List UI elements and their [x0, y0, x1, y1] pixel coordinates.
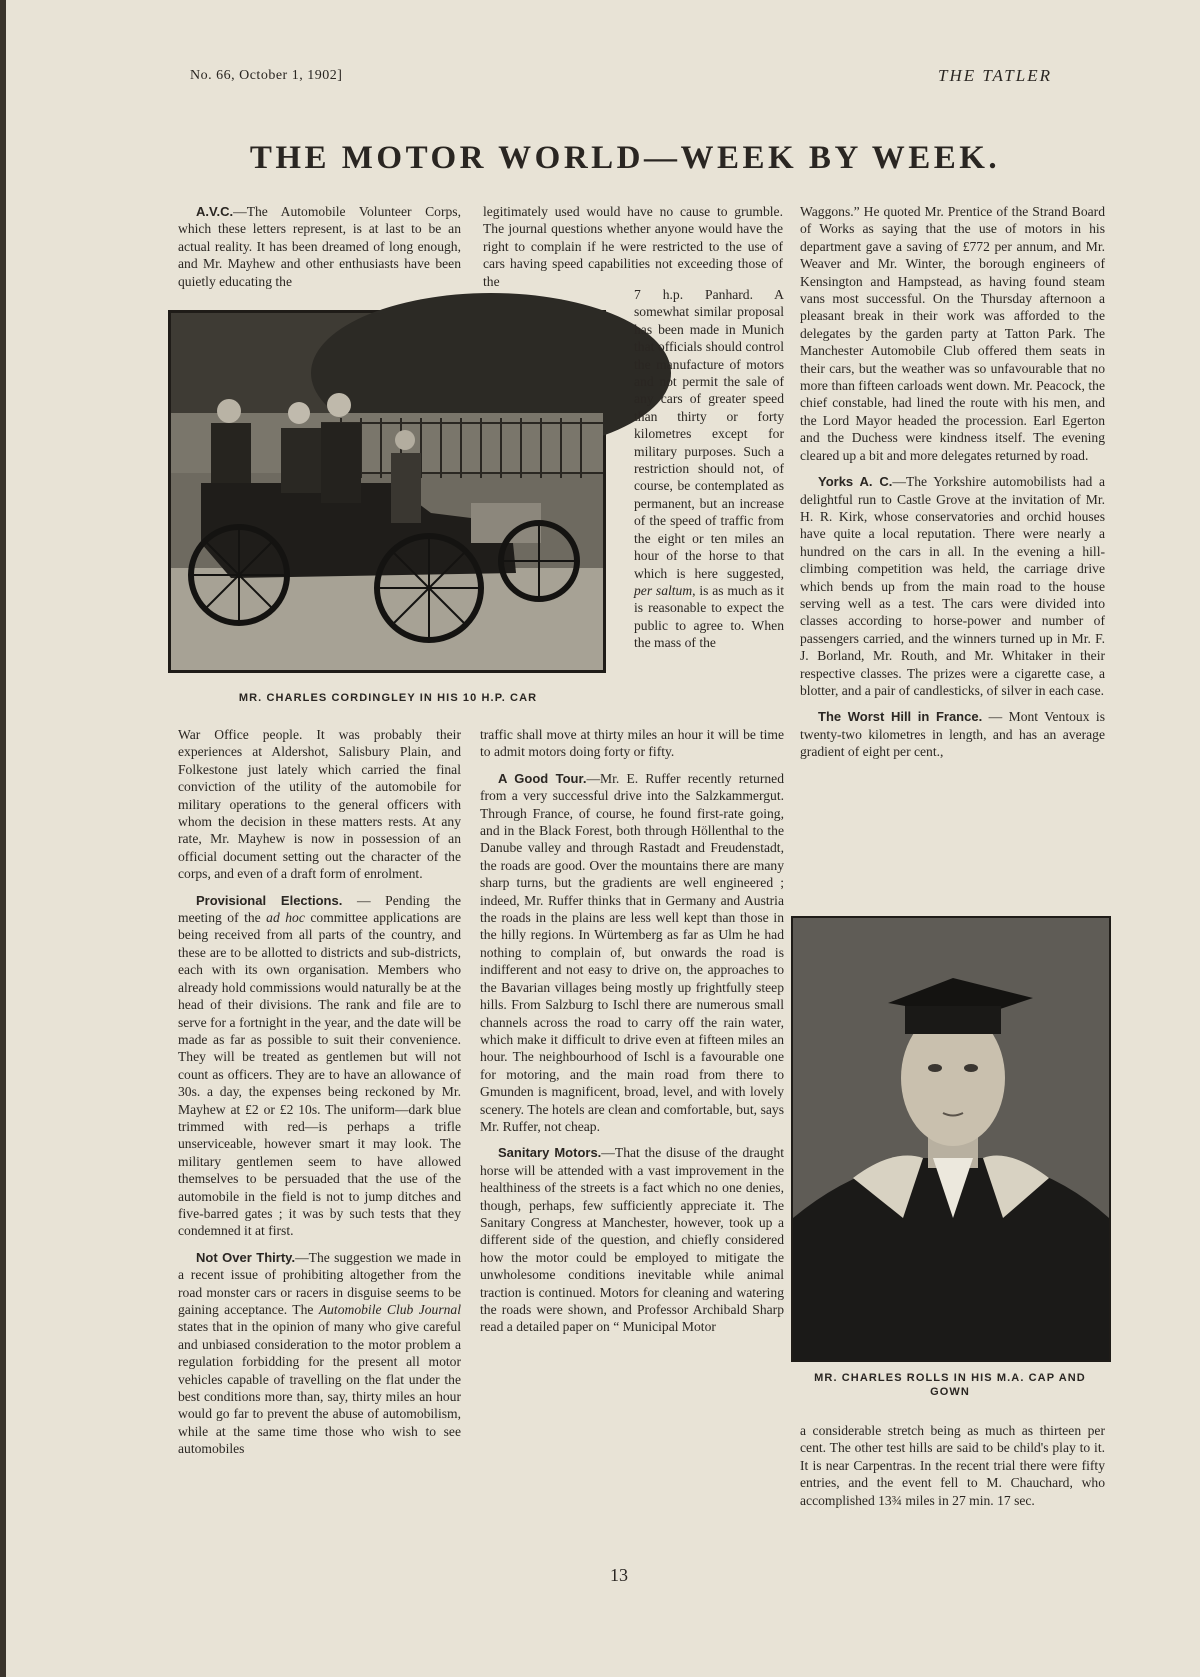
thirty-text-a: —The suggestion we made in a recent issue of prohibiting altogether from the road monster cars or racers in disguise seems to be gaining acceptance. The [178, 1249, 461, 1317]
paragraph-yorks-ac [800, 473, 1105, 699]
avc-text: —The Automobile Volunteer Corps, which these letters represent, is at last to be an actual reality. It has been dreamed of long enough, and Mr. Mayhew and other enthusiasts have been quietly educating the [178, 204, 461, 289]
portrait-photo [791, 916, 1111, 1362]
column-1-bottom [178, 726, 461, 1541]
narrow-italic: per saltum [634, 582, 693, 598]
paragraph-sanitary-motors [480, 1144, 784, 1335]
thirty-italic: Automobile Club Journal [318, 1302, 461, 1317]
paragraph-avc [178, 203, 461, 290]
portrait-illustration [793, 918, 1109, 1360]
narrow-text-a: 7 h.p. Panhard. A somewhat similar proposal has been made in Munich that officials should control the manufacture of motors and not permit the sale of any cars of greater speed than thirty or forty kilometres except for military purposes. Such a restriction should not, of course, be contemplated as permanent, but an increase of the speed of traffic from the eight or ten miles an hour of the horse to that which is here suggested, [634, 287, 784, 581]
sanitary-text: —That the disuse of the draught horse will be attended with a vast improvement in the healthiness of the streets is a fact which no one denies, though, perhaps, few sufficiently appreciate it. The Sanitary Congress at Manchester, however, took up a different side of the question, and chiefly considered how the motor could be employed to mitigate the unwholesome conditions inevitable while animal traction is continued. Motors for cleaning and watering the roads were shown, and Professor Archibald Sharp read a detailed paper on “ Municipal Motor [480, 1145, 785, 1335]
paragraph-good-tour [480, 770, 784, 1136]
hill-lead: The Worst Hill in France. [818, 709, 983, 725]
yorks-text: —The Yorkshire automobilists had a delightful run to Castle Grove at the invitation of Mr. H. R. Kirk, whose conservatories and orchid houses have quite a local reputation. There were nearly a hundred on the cars in all. In the evening a hill-climbing competition was held, the carriage drive which bends up from the main road to the house serving well as a test. The cars were divided into classes according to horse-power and number of passengers carried, and the winners turned up in Mr. F. J. Borland, Mr. Routh, and Mr. Whitaker in their respective classes. The prizes were a cigarette case, a blotter, and a pair of candlesticks, of silver in each case. [800, 474, 1105, 698]
sanitary-continued: Waggons.” He quoted Mr. Prentice of the Strand Board of Works as saying that the use of motors in his department gave a saving of £772 per annum, and Mr. Weaver and Mr. Winter, the borough engineers of Kensington and Hampstead, as having found steam vans most successful. On the Thursday afternoon a pleasant break in their work was afforded to the delegates by the garden party at Tatton Park. The Manchester Automobile Club offered them seats in their cars, but the weather was so unfavourable that no more than fifteen carloads went down. Mr. Peacock, the chief constable, had lined the route with his men, and the Lord Mayor headed the procession. Earl Egerton and the Duchess were kindness itself. The evening cleared up a bit and more delegates returned by road. [800, 204, 1105, 463]
page-title: THE MOTOR WORLD—WEEK BY WEEK. [249, 140, 1001, 176]
thirty-text-b: states that in the opinion of many who give careful and unbiased consideration to the motor problem a regulation forbidding for the present all motor vehicles capable of travelling on the flat under the best conditions more than, say, thirty miles an hour would go far to prevent the abuse of automobilism, while at the same time those who wish to see automobiles [178, 1319, 461, 1457]
column-3-bottom [800, 1422, 1105, 1542]
column-2-top [483, 203, 783, 289]
column-2-bottom [480, 726, 784, 1541]
thirty-continued-top: legitimately used would have no cause to grumble. The journal questions whether anyone would have the right to complain if he were restricted to the use of cars having speed capabilities not exceeding those of the [483, 204, 783, 289]
tour-text: —Mr. E. Ruffer recently returned from a very successful drive into the Salzkammergut. Through France, of course, he found first-rate going, and in the Black Forest, both through Höllenthal to the Danube valley and through Rastadt and Freudenstadt, the roads are good. Over the mountains there are many sharp turns, but the gradients are well engineered ; indeed, Mr. Ruffer thinks that in Germany and Austria the roads in the plains are less well kept than those in the hilly regions. In Würtemberg as far as Ulm he had nothing to complain of, but onwards the road is indifferent and not easy to drive on, the approaches to the Bavarian villages being mostly up frightfully steep hills. From Salzburg to Ischl there are numerous small channels across the road to carry off the rain water, which make it difficult to drive even at fifteen miles an hour. The neighbourhood of Ischl is a favourable one for motoring, and the main road from there to Gmunden is magnificent, broad, level, and with lovely scenery. The hotels are clean and comfortable, but, says Mr. Ruffer, not cheap. [480, 770, 784, 1134]
page-number: 13 [610, 1565, 628, 1585]
binding-edge [0, 0, 6, 1677]
paragraph-worst-hill [800, 708, 1105, 760]
thirty-continued-narrow [634, 286, 784, 652]
avc-lead: A.V.C. [196, 204, 234, 219]
sanitary-lead: Sanitary Motors. [498, 1145, 602, 1161]
avc-continued: War Office people. It was probably their experiences at Aldershot, Salisbury Plain, and Folkestone just lately which carried the final conviction of the utility of the automobile for military operations to the general officers with whom the decision in these matters rests. At any rate, Mr. Mayhew is now in possession of an official document setting out the character of the corps, and even of a draft form of enrolment. [178, 727, 461, 882]
car-photo-caption: MR. CHARLES CORDINGLEY IN HIS 10 H.P. CAR [238, 692, 538, 704]
paragraph-provisional-elections [178, 892, 461, 1240]
elections-lead: Provisional Elections. [196, 892, 343, 908]
yorks-lead: Yorks A. C. [818, 474, 893, 490]
tour-lead: A Good Tour. [498, 770, 587, 786]
elections-italic: ad hoc [266, 910, 305, 926]
paragraph-not-over-thirty [178, 1249, 461, 1458]
hill-text: — Mont Ventoux is twenty-two kilometres in length, and has an average gradient of eight per cent., [800, 709, 1105, 760]
column-1-top [178, 203, 461, 289]
narrow-text-b: , is as much as it is reasonable to expect the public to agree to. When the mass of the [634, 582, 784, 651]
running-head-magazine: THE TATLER [938, 66, 1052, 85]
car-photo-illustration [171, 313, 603, 670]
column-3-top [800, 203, 1105, 899]
thirty-lead: Not Over Thirty. [196, 1249, 296, 1265]
elections-text-a: — Pending the meeting of the [178, 892, 461, 926]
running-head-issue: No. 66, October 1, 1902] [190, 68, 343, 83]
thirty-continued-end: traffic shall move at thirty miles an hour it will be time to admit motors doing forty or fifty. [480, 727, 784, 760]
column-2-narrow [634, 286, 784, 722]
car-photo [168, 310, 606, 673]
hill-continued: a considerable stretch being as much as thirteen per cent. The other test hills are said to be child's play to it. It is near Carpentras. In the recent trial there were fifty entries, and the event fell to M. Chauchard, who accomplished 13¾ miles in 27 min. 17 sec. [800, 1423, 1105, 1508]
portrait-caption: MR. CHARLES ROLLS IN HIS M.A. CAP AND GOWN [814, 1372, 1086, 1398]
elections-text-b: committee applications are being received from all parts of the country, and these are to be allotted to districts and sub-districts, each with its own organisation. Members who already hold commissions would naturally be at the head of their divisions. The rank and file are to serve for a fortnight in the year, and the date will be made as far as possible to suit their convenience. They will be treated as gentlemen but will not count as officers. They are to have an allowance of 30s. a day, the expenses being reckoned by Mr. Mayhew at £2 or £2 10s. The uniform—dark blue trimmed with red—is perhaps a trifle unserviceable, however smart it may look. The military gentlemen seem to have allowed themselves to be persuaded that the use of the automobile in the field is not to jump ditches and five-barred gates ; it was by such tests that they condemned it at first. [178, 910, 461, 1239]
